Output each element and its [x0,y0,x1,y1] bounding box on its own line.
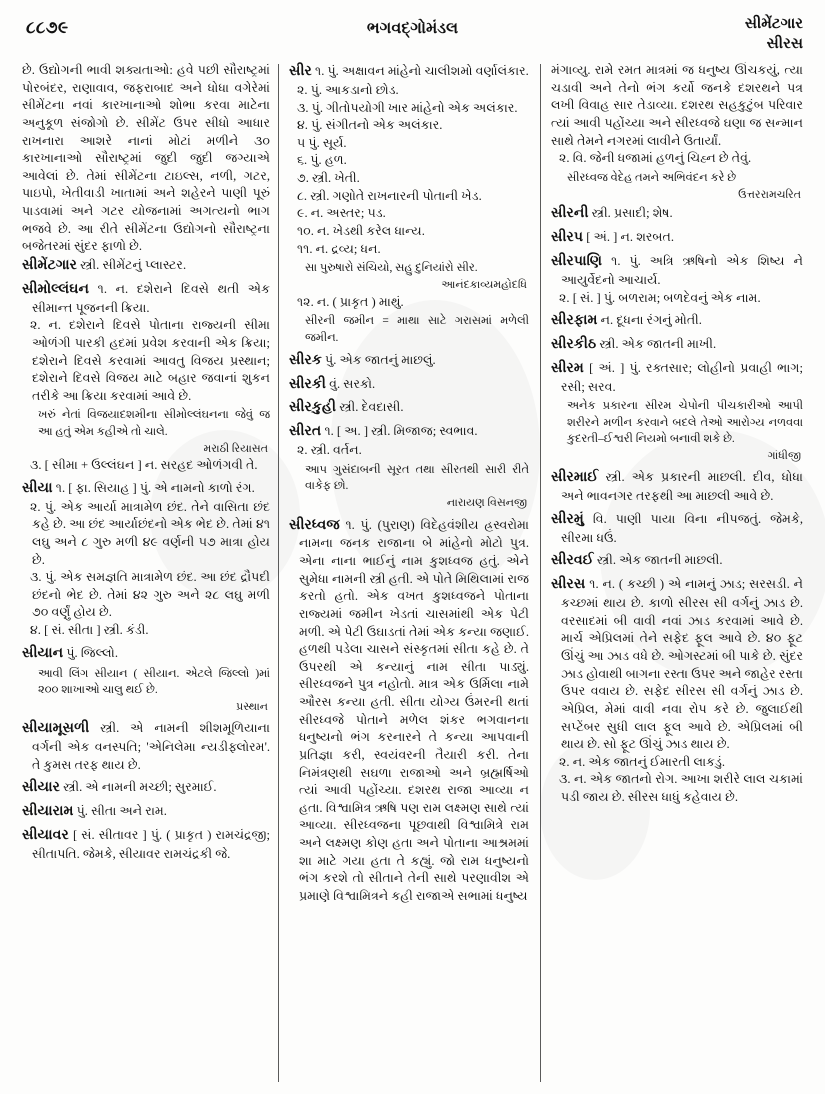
entry-first-line: સીરકી વું. સરકો. [289,375,376,392]
column-3 [551,62,803,1090]
dictionary-sense [551,150,803,203]
continued-text: છે. ઉદ્યોગની ભાવી શક્યતાઓ: હવે પછી સૌરાષ્ટ્રમાં પોરબંદર, રાણાવાવ, જફરાબાદ અને ધોધા વગેરેમાં સીમેંટના નવાં કારખાનાઓ શોભા કરવા માટેના અનુકૂળ સંજોગો છે. સીમેંટ ઉપર સીધો આધાર રાખનારા આશરે નાનાં મોટાં મળીને ૩૦ કારખાનાઓ સૌરાષ્ટ્રમાં જુદી જુદી જગ્યાએ આવેલાં છે. તેમાં સીમેંટના ટાઇલ્સ, નળી, ગટર, પાઇપો, ખેતીવાડી ખાતામાં અને શહેરને પાણી પૂરું પાડવામાં અને ગટર યોજનામાં અગત્યનો ભાગ ભજવે છે. આ રીતે સીમેંટના ઉદ્યોગનો સૌરાષ્ટ્રના બજેતરમાં સુંદર ફાળો છે. [22,63,270,254]
entry-sense: ૨. ન. દશેરાને દિવસે પોતાના રાજ્યની સીમા ઓળંગી પારકી હદમાં પ્રવેશ કરવાની એક ક્રિયા; દશેરાને દિવસે કરવામાં આવતુ વિજય પ્રસ્થાન; દશેરાને દિવસે વિજય માટે બહાર જવાનાં શુકન તરીકે આ ક્રિયા કરવામાં આવે છે. [30,318,270,403]
dictionary-entry [22,644,270,716]
entry-headword: સીરત [289,423,322,440]
entry-first-line: સીરમ [ અં. ] પું. રક્તસાર; લોહીનો પ્રવાહી ભાગ; રસી; સરવ. [551,359,803,394]
dictionary-entry [551,252,803,307]
quotation-source: ગાંધીજી [767,450,801,463]
entry-headword: સીરપ [551,229,584,246]
entry-sense: ૧૨. ન. ( પ્રાકૃત ) માથું. [297,294,404,309]
entry-first-line: સીરત ૧. [ અ. ] સ્ત્રી. મિજાજ; સ્વભાવ. [289,423,478,440]
running-heads [745,14,803,55]
entry-headword: સીમેંટગાર [22,256,77,273]
entry-headword: સીરપાણિ [551,253,603,270]
entry-sense: ૨. [ સં. ] પું. બળરામ; બળદેવનું એક નામ. [559,290,761,305]
quotation-source: પ્રસ્થાન [236,700,268,713]
entry-sense: ૨. પું. આકડાનો છોડ. [297,82,399,97]
entry-headword: સીયાન [22,644,64,661]
entry-headword: સીરકી [289,375,326,392]
entry-quotation: આપ ગુસંદાબની સૂરત તથા સીરતથી સારી રીતે વાકેફ છો. [305,463,529,493]
column-1 [22,62,270,1090]
dictionary-entry [289,351,529,371]
entry-headword: સીયાર [22,779,60,796]
dictionary-entry [289,398,529,418]
entry-first-line: સીયામૂસળી સ્ત્રી. એ નામની શીશમૂળિયાના વર્ગની એક વનસ્પતિ; 'એનિલેમા ન્યડીફ્લોરમ'. તે કુમસ તરફ થાય છે. [22,720,270,772]
entry-spacer [22,865,270,868]
dictionary-entry [289,375,529,395]
entry-sense: ૨. ન. એક જાતનું ઈમારતી લાકડું. [559,754,726,769]
entry-first-line: સીરકુહી સ્ત્રી. દેવદાસી. [289,399,404,416]
dictionary-entry [551,468,803,506]
entry-sense: ૪. પું. સંગીતનો એક અલંકાર. [297,118,443,133]
sense-text: ૨. વિ. જેની ધજામાં હળનું ચિહ્ન છે તેવું. [559,151,752,166]
quotation-source: નારાયણ વિસનજી [446,497,527,510]
entry-headword: સીયાવર [22,827,69,844]
entry-first-line: સીરમાઈ સ્ત્રી. એક પ્રકારની માછલી. દીવ, ધોધા અને ભાવનગર તરફથી આ માછલી આવે છે. [551,469,803,504]
entry-headword: સીર [289,63,312,79]
entry-first-line: સીયારામ પું. સીતા અને રામ. [22,803,167,820]
entry-first-line: સીમેંટગાર સ્ત્રી. સીમેંટનું પ્લાસ્ટર. [22,256,187,273]
dictionary-entry [22,826,270,864]
entry-spacer [551,808,803,811]
text-columns [0,62,825,1090]
column-2 [289,62,529,1090]
entry-first-line: સીયા ૧. [ ફા. સિયાહ ] પું. એ નામનો કાળો રંગ. [22,479,255,496]
quotation-source: આનંદકાવ્યમહોદધિ [441,279,527,292]
dictionary-entry [22,719,270,774]
page-number: ૮૮૭૯ [26,18,69,37]
dictionary-entry [551,575,803,806]
entry-sense: ૫ પું. સૂર્ય. [297,135,347,150]
entry-sense: ૩. પું. ગીતોપયોગી ખાર માંહેનો એક અલંકાર. [297,100,518,115]
entry-headword: સીરમ [551,359,584,376]
entry-sense: ૧૦. ન. ખેડથી કરેલ ધાન્ય. [297,223,425,238]
entry-quotation: સીરની જમીન = માથા સાટે ગરાસમાં મળેલી જમીન. [305,315,529,344]
entry-first-line: સીરધ્વજ ૧. પું. (પુરાણ) વિદેહવંશીય હ્રસ્વરોમા નામના જનક રાજાના બે માંહેનો મોટો પુત્ર. એના નાના ભાઈનું નામ કુશધ્વજ હતું. એને સુમેધા નામની સ્ત્રી હતી. એ પોતે મિથિલામાં રાજ કરતો હતો. એક વખત કુશધ્વજને પોતાના રાજ્યમાં જમીન ખેડતાં ચાસમાંથી એક પેટી મળી. એ પેટી ઉઘાડતાં તેમાં એક કન્યા જણાઈ. હળથી પડેલા ચાસને સંસ્કૃતમાં સીતા કહે છે. તે ઉપરથી એ કન્યાનું નામ સીતા પાડ્યું. સીરધ્વજને પુત્ર નહોતો. માત્ર એક ઉર્મિલા નામે ઔરસ કન્યા હતી. સીતા યોગ્ય ઉંમરની થતાં સીરધ્વજે પોતાને મળેલ શંકર ભગવાનના ધનુષ્યનો ભંગ કરનારને તે કન્યા આપવાની પ્રતિજ્ઞા કરી, સ્વયંવરની તૈયારી કરી. તેના નિમંત્રણથી સઘળા રાજાઓ અને બ્રહ્મર્ષિઓ ત્યાં આવી પહોંચ્યા. દશરથ રાજા આવ્યા ન હતા. વિશ્વામિત્ર ઋષિ પણ રામ લક્ષ્મણ સાથે ત્યાં આવ્યા. સીરધ્વજના પૂછવાથી વિશ્વામિત્રે રામ અને લક્ષ્મણ કોણ હતા અને પોતાના આશ્રમમાં શા માટે ગયા હતા તે કહ્યું. જો રામ ધનુષ્યનો ભંગ કરશે તો સીતાને તેની સાથે પરણાવીશ એ પ્રમાણે વિશ્વામિત્રને કહી રાજાએ સભામાં ધનુષ્ય [289,516,529,903]
page-header [0,0,825,60]
entry-sense: ૬. પું. હળ. [297,153,347,168]
entry-first-line: સીરમું વિ. પાણી પાયા વિના નીપજતું. જેમકે, સીરમા ધઉં. [551,510,803,545]
entry-first-line: સીરની સ્ત્રી. પ્રસાદી; શેષ. [551,205,673,222]
entry-headword: સીમોલ્લંઘન [22,280,90,297]
entry-headword: સીરની [551,205,589,222]
entry-first-line: સીયાર સ્ત્રી. એ નામની મચ્છી; સુરમાઈ. [22,779,217,796]
entry-headword: સીરધ્વજ [289,516,340,533]
entry-sense: ૭. સ્ત્રી. ખેતી. [297,171,360,185]
entry-quotation: ખરું નેતાં વિજયાદશમીના સીમોલ્લંઘનના જેવું જ આ હતું એમ કહીએ તો ચાલે. [38,409,270,438]
entry-headword: સીરક [289,351,322,368]
entry-first-line: સીરક પું. એક જાતનું માછલું. [289,351,436,368]
entry-headword: સીરકુહી [289,399,337,416]
entry-first-line: સીરવઈ સ્ત્રી. એક જાતની માછલી. [551,552,723,569]
dictionary-entry [551,311,803,331]
entry-headword: સીરફામ [551,312,598,329]
dictionary-entry [22,280,270,475]
entry-first-line: સીયાન પું. જિલ્લો. [22,644,118,661]
entry-spacer [289,907,529,910]
dictionary-entry [551,204,803,224]
dictionary-entry [289,422,529,511]
running-head-last: સીરસ [766,36,803,53]
dictionary-entry [289,516,529,906]
entry-first-line: સીમોલ્લંઘન ૧. ન. દશેરાને દિવસે થતી એક સીમાન્ત પૂજનની ક્રિયા. [22,280,270,315]
entry-first-line: સીર ૧. પું. અક્ષાવન માંહેનો ચાલીશમો વર્ણાલંકાર. [289,63,529,79]
book-title: ભગવદ્ગોમંડલ [366,20,459,37]
continued-text: મંગાવ્યુ. રામે રમત માત્રમાં જ ધનુષ્ય ઊંચકયું, ત્યા ચડાવી અને તેનો ભંગ કર્યો જનકે દશરથને પત્ર લખી વિવાહ સાર તેડાવ્યા. દશરથ સહકુટુંબ પરિવાર ત્યાં આવી પહોંચ્યા અને સીરધ્વજે ઘણા જ સન્માન સાથે તેમને નગરમાં લાવીને ઉતાર્યાં. [551,63,803,148]
entry-quotation: અનેક પ્રકારના સીરમ ચેપોની પીચકારીઓ આપી શરીરને મળીન કરવાને બદલે તેઓ આરોગ્ય નળવવા કુદરતી–ઈશ્વરી નિયમો બનાવી શકે છે. [567,400,803,445]
dictionary-entry [22,802,270,822]
entry-quotation: સા પુરુષારો સંચિયો, સહુ દુનિયાંરો સીર. [305,262,478,275]
entry-first-line: સીરસ ૧. ન. ( કચ્છી ) એ નામનું ઝાડ; સરસડી. ને કચ્છમાં થાય છે. કાળો સીરસ સી વર્ગનું ઝાડ છે. વરસાદમાં બી વાવી નવાં ઝાડ કરવામાં આવે છે. માર્ચ એપ્રિલમાં તેને સફેદ ફૂલ આવે છે. ૪૦ ફૂટ ઊંચું આ ઝાડ વધે છે. ઓગસ્ટમાં બી પાકે છે. સુંદર ઝાડ હોવાથી બાગના રસ્તા ઉપર અને જાહેર રસ્તા ઉપર વવાય છે. સફેદ સીરસ સી વર્ગનું ઝાડ છે. એપ્રિલ, મેમાં વાવી નવા રોપ કરે છે. જુલાઈથી સપ્ટેંબર સુધી લાલ ફૂલ આવે છે. એપ્રિલમાં બી થાય છે. સો ફૂટ ઊંચું ઝાડ થાય છે. [551,576,803,752]
entry-sense: ૮. સ્ત્રી. ગણોતે રાખનારની પોતાની ખેડ. [297,188,482,203]
dictionary-entry [551,228,803,248]
dictionary-entry [22,479,270,640]
dictionary-entry [551,335,803,355]
entry-headword: સીરકીઠ [551,336,597,353]
entry-first-line: સીરપાણિ ૧. પું. અત્રિ ઋષિનો એક શિષ્ય ને આયુર્વેદનો આચાર્ય. [551,253,803,287]
entry-sense: ૩. [ સીમા + ઉલ્લંઘન ] ન. સરહદ ઓળંગવી તે. [30,458,258,473]
entry-headword: સીરવઈ [551,552,594,569]
dictionary-entry [551,510,803,548]
entry-first-line: સીરપ [ અં. ] ન. શરબત. [551,229,675,246]
entry-quotation: આવી લિંગ સીયાન ( સીયાન. એટલે જિલ્લો )માં ૨૦૦ શાખાઓ ચાલુ થઈ છે. [38,667,270,696]
entry-headword: સીરસ [551,576,586,593]
quotation-source: મરાઠી રિયાસત [203,442,268,455]
entry-sense: ૪. [ સં. સીતા ] સ્ત્રી. કંડી. [30,623,149,638]
entry-first-line: સીયાવર [ સં. સીતાવર ] પું. ( પ્રાકૃત ) રામચંદ્રજી; સીતાપતિ. જેમકે, સીયાવર રામચંદ્રકી જે. [22,827,270,862]
entry-headword: સીરમું [551,510,584,527]
entry-sense: ૨. સ્ત્રી. વર્તન. [297,443,362,458]
dictionary-entry [551,359,803,464]
entry-sense: ૩. પું. એક સમજ્ઞતિ માત્રામેળ છંદ. આ છંદ દ્રૌપદી છંદનો ભેદ છે. તેમાં ૪૨ ગુરુ અને ૨૮ લઘુ મળી ૭૦ વર્ણું હોય છે. [30,570,270,620]
entry-headword: સીયામૂસળી [22,720,90,737]
entry-sense: ૯. ન. અસ્તર; ૫ડ. [297,206,386,221]
entry-first-line: સીરફામ ન. દૂધના રંગનું મોતી. [551,312,702,329]
dictionary-entry [551,551,803,571]
dictionary-entry [22,256,270,276]
entry-sense: ૧૧. ન. દ્રવ્ય; ધન. [297,241,381,256]
entry-sense: ૩. ન. એક જાતનો રોગ. આખા શરીરે લાલ ચકામાં પડી જાય છે. સીરસ ધાધું કહેવાય છે. [559,772,803,805]
dictionary-entry [22,778,270,798]
entry-headword: સીરમાઈ [551,469,599,486]
entry-headword: સીયારામ [22,803,74,820]
entry-quotation: સીરધ્વજ વેદેહ તમને અભિવંદન કરે છે [567,171,737,184]
running-head-first: સીમેંટગાર [744,16,803,32]
entry-headword: સીયા [22,479,53,496]
quotation-source: ઉત્તરરામચરિત [738,188,801,201]
entry-sense: ૨. પું. એક આર્યા માત્રામેળ છંદ. તેને વાસિતા છંદ કહે છે. આ છંદ આર્યાછંદનો એક ભેદ છે. તેમાં ૪૧ લઘુ અને ૮ ગુરુ મળી ૪૯ વર્ણની ૫૭ માત્રા હોય છે. [30,499,270,567]
entry-first-line: સીરકીઠ સ્ત્રી. એક જાતની માખી. [551,336,717,353]
dictionary-entry [289,62,529,346]
